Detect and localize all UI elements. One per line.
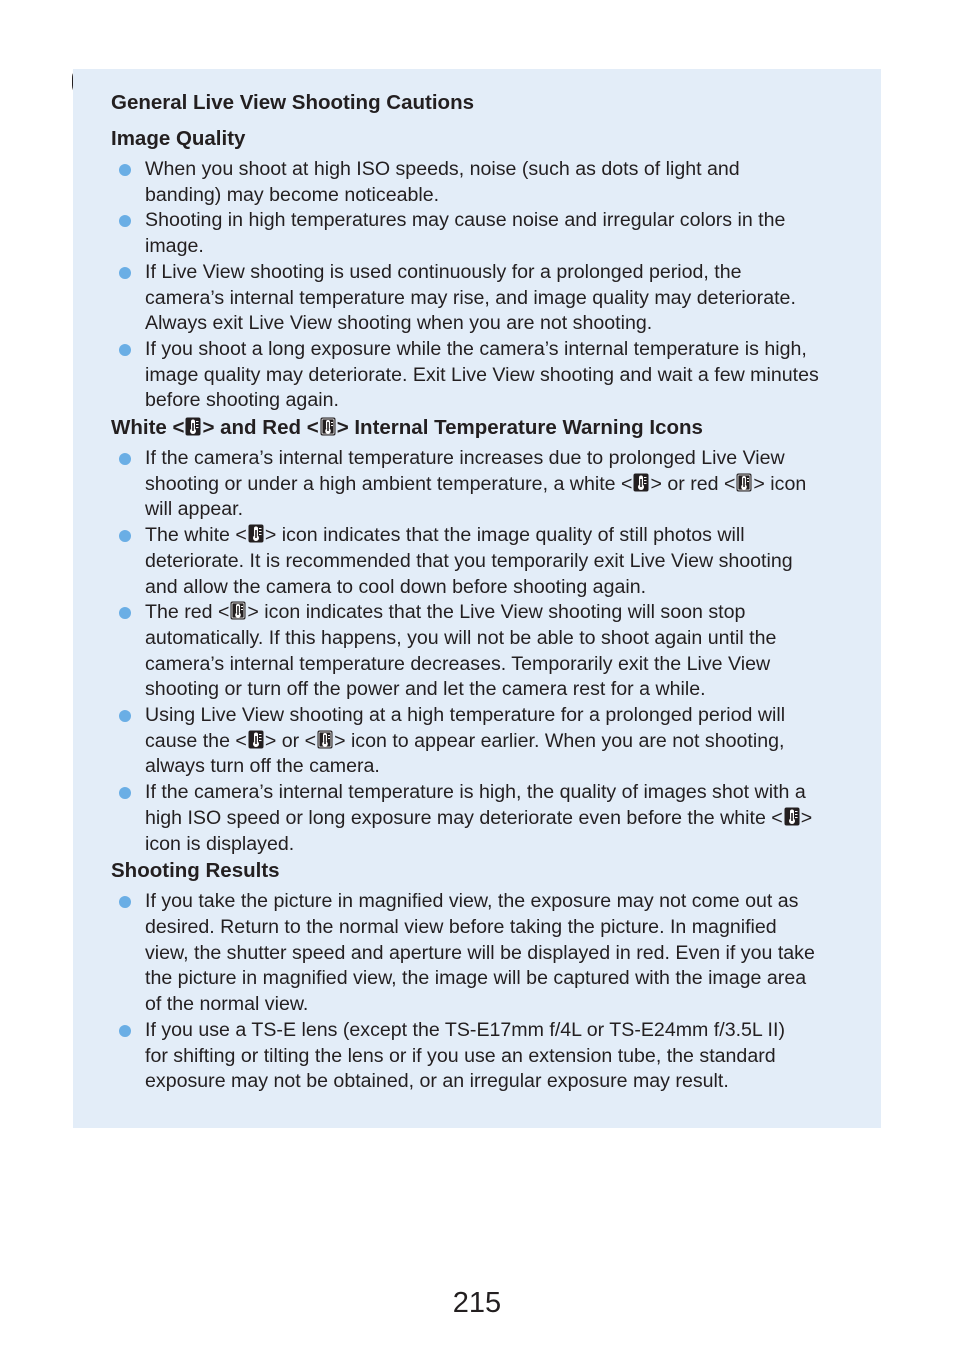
page-number: 215 xyxy=(452,1287,502,1319)
red-temperature-warning-icon xyxy=(320,417,336,436)
text-segment: > icon xyxy=(753,472,807,495)
text-line xyxy=(145,600,863,626)
text-line: for shifting or tilting the lens or if you use an extension tube, the standard xyxy=(145,1044,776,1067)
text-line: icon is displayed. xyxy=(145,832,295,855)
white-temperature-warning-icon xyxy=(633,473,649,492)
text-segment: > icon indicates that the Live View shooting will soon stop xyxy=(247,601,746,624)
white-temperature-warning-icon xyxy=(185,417,201,436)
text-line: If you take the picture in magnified view, the exposure may not come out as xyxy=(145,890,799,913)
text-segment: cause the < xyxy=(145,729,247,752)
white-temperature-warning-icon xyxy=(784,807,800,826)
text-line: automatically. If this happens, you will not be able to shoot again until the xyxy=(145,626,777,649)
text-line xyxy=(145,523,863,549)
text-segment: > xyxy=(800,806,813,829)
text-line: When you shoot at high ISO speeds, noise (such as dots of light and xyxy=(145,158,740,180)
text-line: If the camera’s internal temperature increases due to prolonged Live View xyxy=(145,447,785,470)
list-item xyxy=(111,600,863,703)
text-line: banding) may become noticeable. xyxy=(145,183,440,206)
text-line: camera’s internal temperature may rise, and image quality may deteriorate. xyxy=(145,286,796,309)
text-line: exposure may not be obtained, or an irregular exposure may result. xyxy=(145,1070,729,1093)
red-temperature-warning-icon xyxy=(317,730,333,749)
title-part: > Internal Temperature Warning Icons xyxy=(336,416,703,440)
text-segment: > icon to appear earlier. When you are not shooting, xyxy=(334,729,785,752)
text-segment: > or red < xyxy=(650,472,736,495)
text-line: If you use a TS-E lens (except the TS-E17mm f/4L or TS-E24mm f/3.5L II) xyxy=(145,1018,785,1041)
section-image-quality xyxy=(111,125,863,414)
list-item xyxy=(111,446,863,523)
text-line: image quality may deteriorate. Exit Live View shooting and wait a few minutes xyxy=(145,363,819,386)
white-temperature-warning-icon xyxy=(248,730,264,749)
list-item xyxy=(111,889,863,1018)
list-item xyxy=(111,523,863,600)
text-line: view, the shutter speed and aperture will be displayed in red. Even if you take xyxy=(145,941,815,964)
text-line: of the normal view. xyxy=(145,993,309,1016)
list-item xyxy=(111,780,863,857)
image-quality-list xyxy=(111,157,863,414)
section-title-shooting-results: Shooting Results xyxy=(111,859,280,883)
section-shooting-results xyxy=(111,857,863,1095)
text-segment: > or < xyxy=(264,729,317,752)
list-item xyxy=(111,208,863,259)
text-line xyxy=(145,729,863,755)
list-item xyxy=(111,703,863,780)
text-line: Shooting in high temperatures may cause noise and irregular colors in the xyxy=(145,209,786,232)
list-item xyxy=(111,1018,863,1095)
title-part: White < xyxy=(111,416,185,440)
section-title-temperature-warning xyxy=(111,414,863,446)
text-line: will appear. xyxy=(145,498,244,521)
text-line: If Live View shooting is used continuously for a prolonged period, the xyxy=(145,260,742,283)
text-segment: The red < xyxy=(145,601,230,624)
section-temperature-warning xyxy=(111,414,863,857)
caution-box xyxy=(73,69,881,1128)
shooting-results-list xyxy=(111,889,863,1095)
text-line xyxy=(145,806,863,832)
text-line: If you shoot a long exposure while the camera’s internal temperature is high, xyxy=(145,337,807,360)
text-line xyxy=(145,472,863,498)
text-segment: > icon indicates that the image quality of still photos will xyxy=(264,524,745,547)
text-line: deteriorate. It is recommended that you temporarily exit Live View shooting xyxy=(145,549,793,572)
text-line: Always exit Live View shooting when you are not shooting. xyxy=(145,312,653,335)
text-line: If the camera’s internal temperature is high, the quality of images shot with a xyxy=(145,781,806,804)
caution-title: General Live View Shooting Cautions xyxy=(111,91,474,114)
red-temperature-warning-icon xyxy=(736,473,752,492)
text-line: before shooting again. xyxy=(145,389,339,412)
text-segment: The white < xyxy=(145,524,247,547)
text-line: image. xyxy=(145,235,204,258)
title-part: > and Red < xyxy=(202,416,319,440)
text-line: shooting or turn off the power and let the camera rest for a while. xyxy=(145,678,706,701)
temperature-warning-list xyxy=(111,446,863,857)
list-item xyxy=(111,157,863,208)
text-line: Using Live View shooting at a high temperature for a prolonged period will xyxy=(145,704,786,727)
text-line: desired. Return to the normal view before taking the picture. In magnified xyxy=(145,915,777,938)
text-line: camera’s internal temperature decreases. Temporarily exit the Live View xyxy=(145,652,771,675)
list-item xyxy=(111,337,863,414)
text-segment: shooting or under a high ambient temperature, a white < xyxy=(145,472,633,495)
text-line: and allow the camera to cool down before shooting again. xyxy=(145,575,647,598)
text-line: always turn off the camera. xyxy=(145,755,380,778)
text-segment: high ISO speed or long exposure may deteriorate even before the white < xyxy=(145,806,783,829)
list-item xyxy=(111,260,863,337)
section-title-image-quality: Image Quality xyxy=(111,127,246,150)
red-temperature-warning-icon xyxy=(230,601,246,620)
text-line: the picture in magnified view, the image will be captured with the image area xyxy=(145,967,807,990)
white-temperature-warning-icon xyxy=(248,524,264,543)
